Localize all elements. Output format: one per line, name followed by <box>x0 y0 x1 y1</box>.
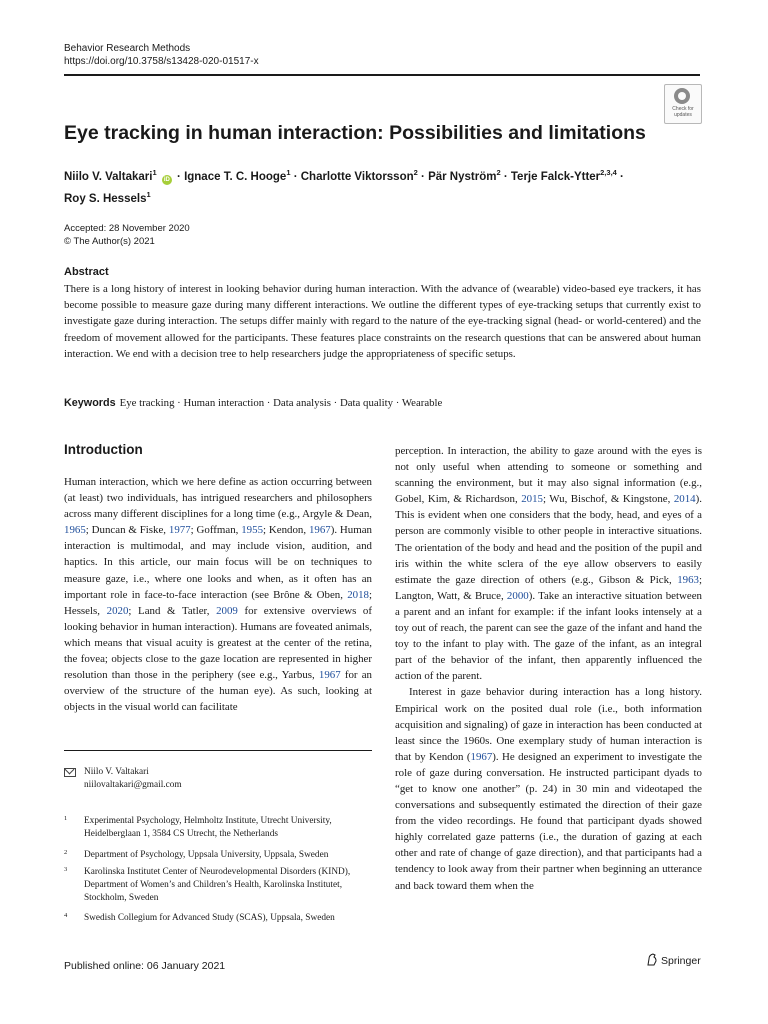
author-list <box>64 164 684 208</box>
affiliation-note <box>64 849 372 863</box>
text-run: ; Duncan & Fiske, <box>85 524 169 537</box>
text-run: ). He designed an experiment to investigate the role of gaze during conversation. He instructed participant dyads to “get to know one another” (p. 24) in 30 min and videotaped the conversations and subsequently estimated the direction of their gaze from the video recordings. He found that participant dyads showed highly correlated gaze patterns (i.e., the duration of gazing at each other and rate of change of gaze direction), and that participants had a tendency to look away from their partner when beginning an utterance and back toward them when the <box>395 750 702 892</box>
author-separator: · <box>177 170 181 183</box>
citation-link[interactable]: 2009 <box>216 604 238 617</box>
copyright-line: © The Author(s) 2021 <box>64 236 155 247</box>
author-separator: · <box>503 170 508 183</box>
introduction-heading: Introduction <box>64 442 143 457</box>
citation-link[interactable]: 1967 <box>308 524 331 537</box>
text-run: for extensive overviews of looking behavior in human interaction). Humans are foveated animals, which means that visual acuity is greatest at the center of the retina, the fovea; objects close to the gaze location are represented in higher resolution than those in the periphery (see e.g., Yarbus, <box>64 604 373 682</box>
author-affiliation: 1 <box>152 168 157 177</box>
publisher-logo <box>646 953 701 967</box>
author-separator: · <box>293 170 298 183</box>
citation-link[interactable]: 1977 <box>168 524 191 537</box>
affiliation-number: 1 <box>64 815 68 822</box>
keywords-list: Eye tracking · Human interaction · Data analysis · Data quality · Wearable <box>119 397 443 409</box>
badge-line-2: updates <box>674 112 692 118</box>
envelope-icon <box>64 768 76 777</box>
corresponding-email[interactable]: niilovaltakari@gmail.com <box>84 780 182 790</box>
author-affiliation: 1 <box>146 189 151 199</box>
citation-link[interactable]: 2000 <box>506 589 529 602</box>
citation-link[interactable]: 1967 <box>318 669 341 682</box>
text-run: Interest in gaze behavior during interaction has a long history. Empirical work on the posited dual role (i.e., both information acquisition and signaling) of gaze in interaction has been conducted at least since the 1960s. One exemplary study of human interaction is that by Kendon ( <box>395 686 702 763</box>
affiliation-text: Experimental Psychology, Helmholtz Institute, Utrecht University, Heidelberglaan 1, 3584 CS Utrecht, the Netherlands <box>84 816 332 839</box>
text-run: perception. In interaction, the ability to gaze around with the eyes is not only useful when attending to someone or something and scanning the environment, but it may also signal information (e.g., Gobel, Kim, & Richardson, <box>395 445 702 506</box>
text-run: ). This is evident when one considers that the body, head, and eyes of a person are commonly visible to other people in interactive situations. The orientation of the body and head and the position of the pupil and iris within the white sclera of the eye allow observers to easily estimate the gaze direction of others (e.g., Gibson & Pick, <box>395 493 702 586</box>
author-separator: · <box>421 170 425 183</box>
citation-link[interactable]: 2020 <box>106 604 129 617</box>
citation-link[interactable]: 2015 <box>521 493 543 506</box>
author-affiliation: 2 <box>413 168 418 177</box>
affiliation-text: Karolinska Institutet Center of Neurodevelopmental Disorders (KIND), Department of Women’s and Children’s Health, Karolinska Institutet, Stockholm, Sweden <box>84 867 351 903</box>
text-run: ; Hessels, <box>64 588 372 617</box>
springer-horse-icon <box>646 953 658 966</box>
affiliation-number: 4 <box>64 912 68 919</box>
body-column-right <box>395 443 702 894</box>
journal-header <box>64 42 259 68</box>
orcid-icon[interactable]: iD <box>163 176 170 183</box>
text-run: Human interaction, which we here define as action occurring between (at least) two individuals, has intrigued researchers and philosophers across many different disciplines for a long time (e.g., Argyle & Dean, <box>64 476 372 521</box>
corresponding-author <box>64 766 372 794</box>
author-name[interactable]: Pär Nyström <box>428 170 497 183</box>
text-run: ; Kendon, <box>263 524 309 537</box>
body-column-left <box>64 474 372 715</box>
text-run: ). Take an interactive situation between a parent and an infant for example: if the infant looks intensely at a toy out of reach, the parent can see the gaze of the infant and hand the toy to the infant to play with. The gaze of the infant, as an integral part of the behavior of the infant, then apparently influenced the action of the parent. <box>395 589 702 683</box>
paper-title: Eye tracking in human interaction: Possibilities and limitations <box>64 122 646 144</box>
text-run: ). Human interaction is multimodal, and may include vision, audition, and haptics. In this article, our main focus will be on techniques to measure gaze, i.e., where one looks and when, as it often has an important role in face-to-face interaction (see Brône & Oben, <box>64 524 372 601</box>
abstract-heading: Abstract <box>64 266 109 278</box>
keywords <box>64 396 442 410</box>
affiliation-note <box>64 866 372 908</box>
citation-link[interactable]: 2018 <box>347 588 369 601</box>
affiliation-note <box>64 815 372 843</box>
citation-link[interactable]: 1965 <box>64 524 86 537</box>
footnote-rule <box>64 750 372 751</box>
author-affiliation: 2 <box>496 168 501 177</box>
corresponding-name: Niilo V. Valtakari <box>84 767 149 777</box>
text-run: ; Goffman, <box>190 524 242 537</box>
author-separator: · <box>620 170 624 183</box>
keywords-label: Keywords <box>64 397 116 409</box>
affiliation-text: Swedish Collegium for Advanced Study (SCAS), Uppsala, Sweden <box>84 913 335 923</box>
accepted-date: Accepted: 28 November 2020 <box>64 223 190 234</box>
citation-link[interactable]: 1963 <box>677 573 699 586</box>
header-rule <box>64 74 700 76</box>
author-name[interactable]: Ignace T. C. Hooge <box>184 170 287 183</box>
check-for-updates-badge[interactable] <box>664 84 702 124</box>
text-run: ; Wu, Bischof, & Kingstone, <box>542 493 674 506</box>
author-affiliation: 2,3,4 <box>600 168 617 177</box>
article-dates <box>64 222 190 248</box>
author-name[interactable]: Terje Falck-Ytter <box>510 170 601 183</box>
text-run: ; Land & Tatler, <box>128 604 217 617</box>
paragraph <box>395 684 702 893</box>
affiliation-number: 2 <box>64 849 68 856</box>
abstract-text: There is a long history of interest in looking behavior during human interaction. With the advance of (wearable) video-based eye trackers, it has become possible to measure gaze during many different interactions. We outline the different types of eye-tracking setups that currently exist to investigate gaze during interaction. The setups differ mainly with regard to the nature of the eye-tracking signal (head- or world-centered) and the freedom of movement allowed for the participants. These features place constraints on the research questions that can be answered about human interaction. We end with a decision tree to help researchers judge the appropriateness of specific setups. <box>64 283 701 360</box>
affiliation-number: 3 <box>64 866 68 873</box>
badge-line-1: Check for <box>672 106 694 112</box>
publisher-name: Springer <box>661 955 701 967</box>
author-name[interactable]: Charlotte Viktorsson <box>300 170 414 183</box>
paragraph <box>64 474 372 715</box>
doi-link[interactable]: https://doi.org/10.3758/s13428-020-01517-x <box>64 56 259 67</box>
author-name[interactable]: Niilo V. Valtakari <box>64 170 153 183</box>
text-run: ; Langton, Watt, & Bruce, <box>395 573 702 602</box>
citation-link[interactable]: 1967 <box>470 750 493 763</box>
author-affiliation: 1 <box>286 168 291 177</box>
affiliation-text: Department of Psychology, Uppsala University, Uppsala, Sweden <box>84 850 329 860</box>
journal-name: Behavior Research Methods <box>64 43 191 54</box>
paragraph <box>395 443 702 684</box>
published-date: Published online: 06 January 2021 <box>64 960 226 972</box>
text-run: for an overview of the structure of the human eye). As such, looking at objects in the visual world can facilitate <box>64 669 372 714</box>
citation-link[interactable]: 1955 <box>241 524 264 537</box>
check-for-updates-icon <box>674 88 690 104</box>
citation-link[interactable]: 2014 <box>673 493 696 506</box>
affiliation-note <box>64 912 372 926</box>
author-name[interactable]: Roy S. Hessels <box>64 192 147 205</box>
